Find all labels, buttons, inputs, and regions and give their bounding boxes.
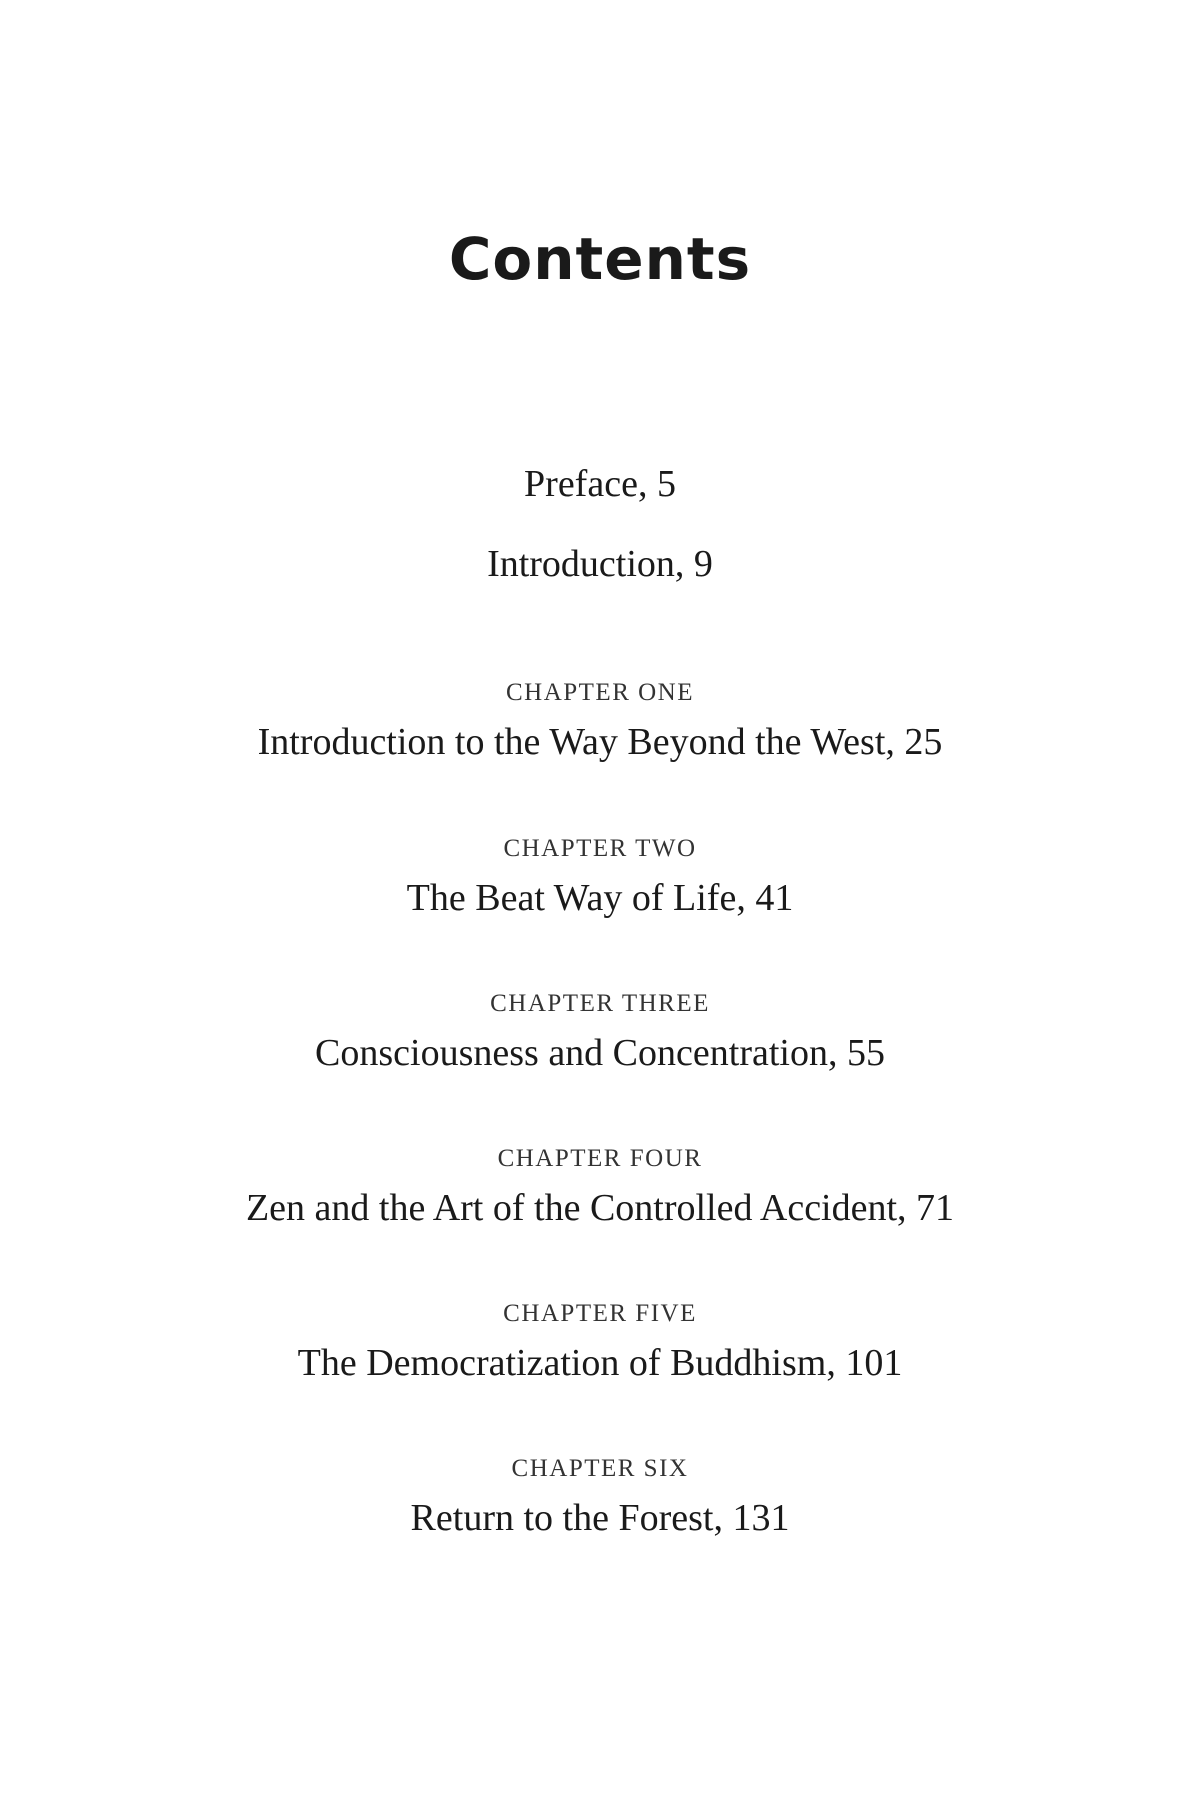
chapter-number-three: CHAPTER THREE bbox=[490, 990, 710, 1017]
chapter-number-one: CHAPTER ONE bbox=[505, 679, 695, 706]
front-matter-preface: Preface, 5 bbox=[524, 463, 676, 505]
page-title: Contents bbox=[448, 225, 752, 293]
chapter-title-one: Introduction to the Way Beyond the West, 25 bbox=[257, 721, 943, 763]
chapter-number-four: CHAPTER FOUR bbox=[497, 1145, 703, 1172]
chapter-title-four: Zen and the Art of the Controlled Accident, 71 bbox=[245, 1187, 955, 1229]
chapter-title-three: Consciousness and Concentration, 55 bbox=[315, 1032, 885, 1074]
chapter-title-two: The Beat Way of Life, 41 bbox=[406, 877, 794, 919]
chapter-number-six: CHAPTER SIX bbox=[511, 1455, 689, 1482]
chapter-title-six: Return to the Forest, 131 bbox=[410, 1497, 790, 1539]
chapter-title-five: The Democratization of Buddhism, 101 bbox=[297, 1342, 903, 1384]
front-matter-introduction: Introduction, 9 bbox=[487, 543, 713, 585]
chapter-number-two: CHAPTER TWO bbox=[503, 835, 697, 862]
chapter-number-five: CHAPTER FIVE bbox=[503, 1300, 697, 1327]
